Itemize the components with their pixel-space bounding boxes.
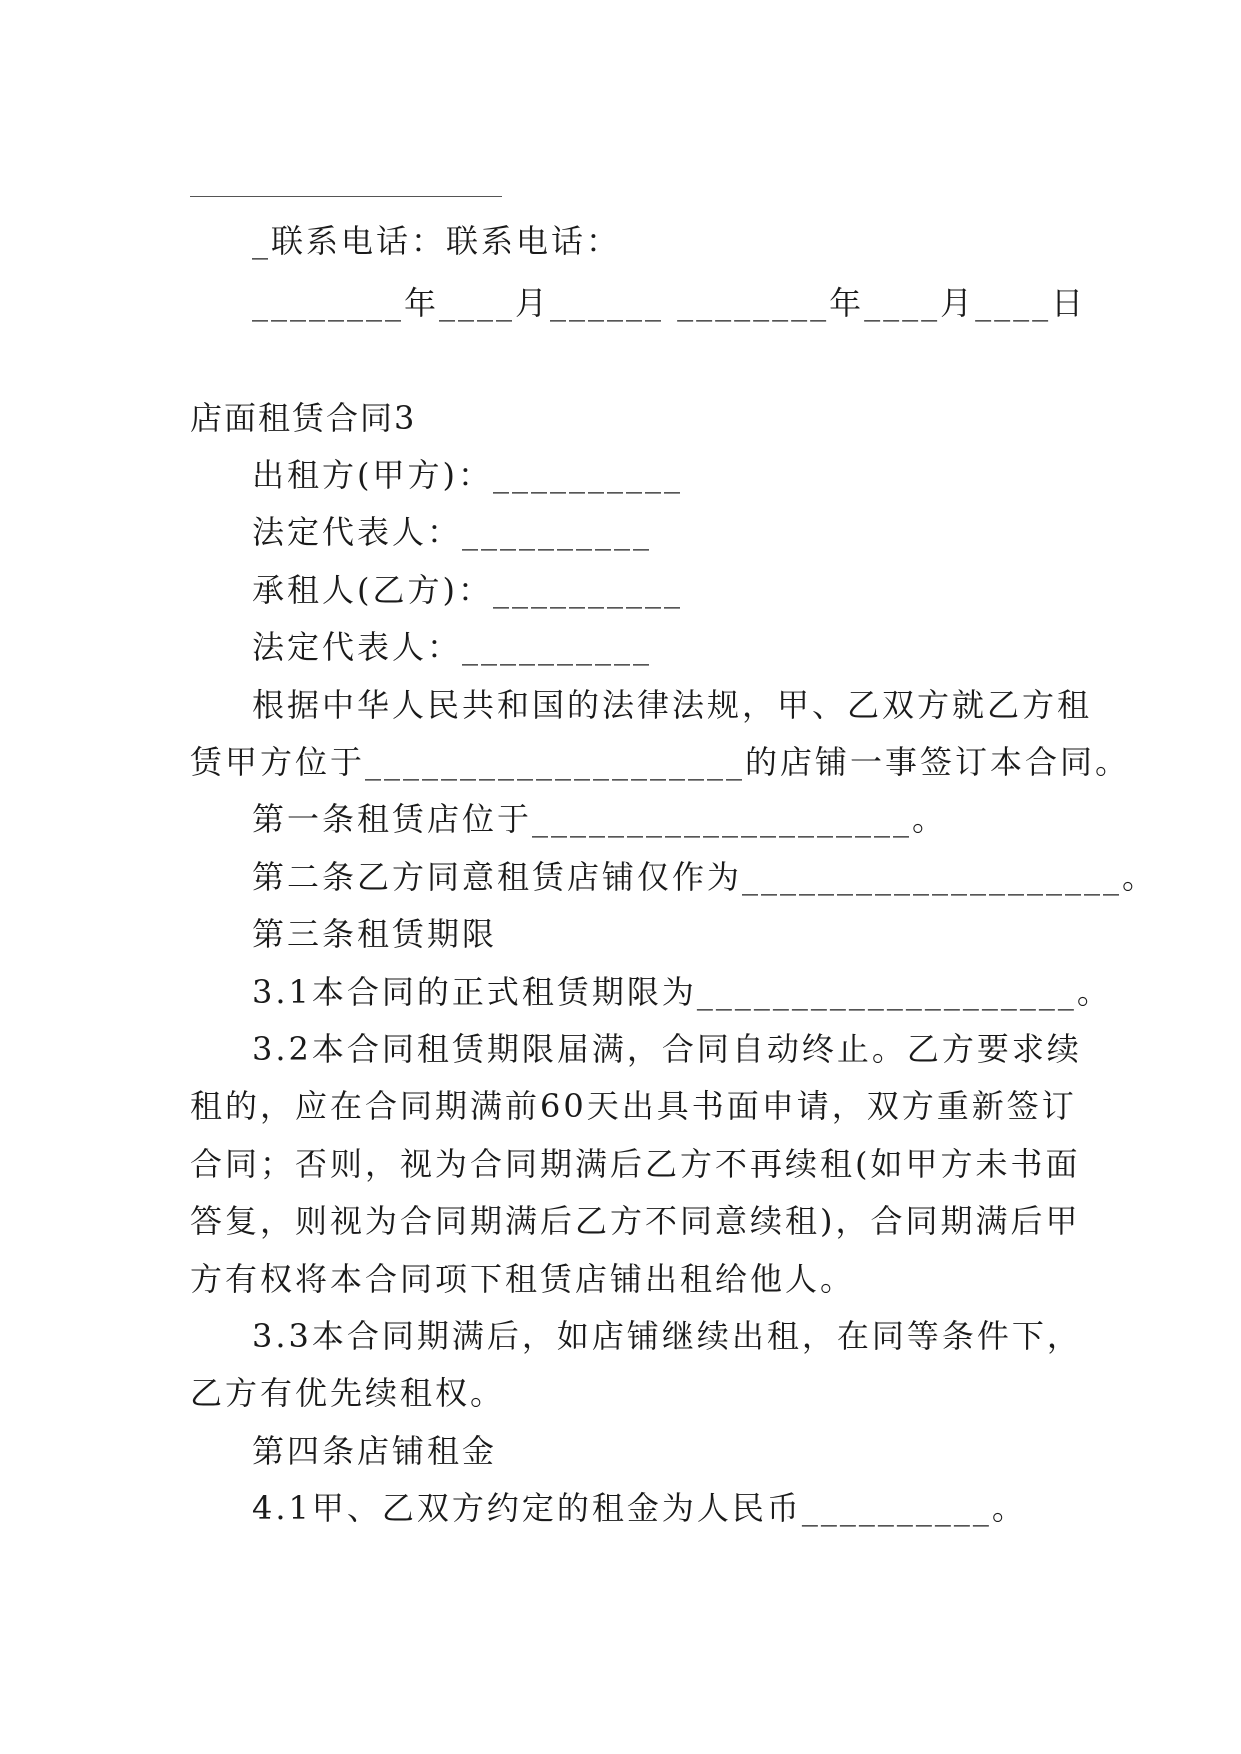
top-blank-line — [190, 196, 502, 197]
lessor-field: 出租方(甲方)：__________ — [252, 456, 683, 494]
clause-3-2-line-5: 方有权将本合同项下租赁店铺出租给他人。 — [190, 1260, 856, 1298]
preamble-line-2: 赁甲方位于____________________的店铺一事签订本合同。 — [190, 743, 1131, 781]
contract-title: 店面租赁合同3 — [190, 399, 417, 437]
lessee-field: 承租人(乙方)：__________ — [252, 571, 683, 609]
lessee-representative-field: 法定代表人：__________ — [252, 628, 653, 666]
lessor-representative-field: 法定代表人：__________ — [252, 513, 653, 551]
clause-4-1: 4.1甲、乙双方约定的租金为人民币__________。 — [252, 1489, 1027, 1527]
clause-3-3-line-2: 乙方有优先续租权。 — [190, 1374, 506, 1412]
article-2: 第二条乙方同意租赁店铺仅作为____________________。 — [252, 858, 1158, 896]
preamble-line-1: 根据中华人民共和国的法律法规，甲、乙双方就乙方租 — [252, 686, 1093, 724]
clause-3-2-line-1: 3.2本合同租赁期限届满，合同自动终止。乙方要求续 — [252, 1030, 1082, 1068]
clause-3-2-line-4: 答复，则视为合同期满后乙方不同意续租)，合同期满后甲 — [190, 1202, 1081, 1240]
contact-phone-line: _联系电话：联系电话： — [252, 222, 622, 260]
clause-3-3-line-1: 3.3本合同期满后，如店铺继续出租，在同等条件下， — [252, 1317, 1082, 1355]
article-1: 第一条租赁店位于____________________。 — [252, 800, 948, 838]
clause-3-2-line-3: 合同；否则，视为合同期满后乙方不再续租(如甲方未书面 — [190, 1145, 1081, 1183]
date-blanks-line: ________年____月______ ________年____月____日 — [252, 284, 1087, 322]
article-3-heading: 第三条租赁期限 — [252, 915, 498, 953]
clause-3-1: 3.1本合同的正式租赁期限为____________________。 — [252, 973, 1112, 1011]
article-4-heading: 第四条店铺租金 — [252, 1432, 498, 1470]
clause-3-2-line-2: 租的，应在合同期满前60天出具书面申请，双方重新签订 — [190, 1087, 1077, 1125]
